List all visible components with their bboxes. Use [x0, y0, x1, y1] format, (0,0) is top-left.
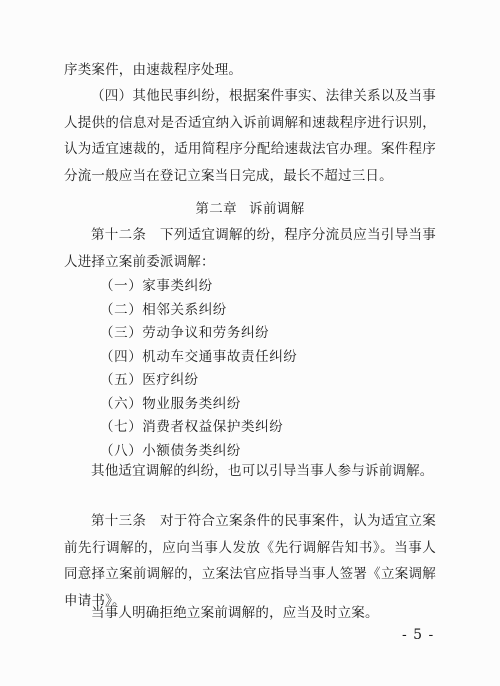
article-12: 第十二条 下列适宜调解的纷，程序分流员应当引导当事人进择立案前委派调解：	[64, 227, 436, 270]
list-item: （八）小额债务类纠纷	[100, 443, 241, 459]
list-item: （七）消费者权益保护类纠纷	[100, 419, 284, 435]
paragraph-item-4: （四）其他民事纠纷，根据案件事实、法律关系以及当事人提供的信息对是否适宜纳入诉前调解和速裁程序进行识别，认为适宜速裁的，适用简程序分配给速裁法官办理。案件程序分流一般应当在登记立案当日完成，最长不超过三日。	[64, 88, 436, 184]
list-item: （三）劳动争议和劳务纠纷	[100, 325, 270, 341]
list-item: （四）机动车交通事故责任纠纷	[100, 349, 298, 365]
paragraph-other-disputes: 其他适宜调解的纠纷，也可以引导当事人参与诉前调解。	[91, 463, 434, 479]
list-item: （一）家事类纠纷	[100, 278, 213, 294]
list-item: （二）相邻关系纠纷	[100, 302, 227, 318]
page-number: - 5 -	[402, 627, 435, 643]
chapter-number: 第二章	[195, 201, 238, 217]
article-13: 第十三条 对于符合立案条件的民事案件，认为适宜立案前先行调解的，应向当事人发放《先行调解告知书》。当事人同意择立案前调解的，立案法官应指导当事人签署《立案调解申请书》。	[64, 513, 436, 609]
paragraph-continuation: 序类案件，由速裁程序处理。	[64, 62, 243, 78]
paragraph-refusal: 当事人明确拒绝立案前调解的，应当及时立案。	[91, 605, 379, 621]
list-item: （六）物业服务类纠纷	[100, 396, 241, 412]
chapter-heading	[0, 197, 500, 217]
chapter-title: 诉前调解	[249, 201, 305, 217]
list-item: （五）医疗纠纷	[100, 372, 199, 388]
